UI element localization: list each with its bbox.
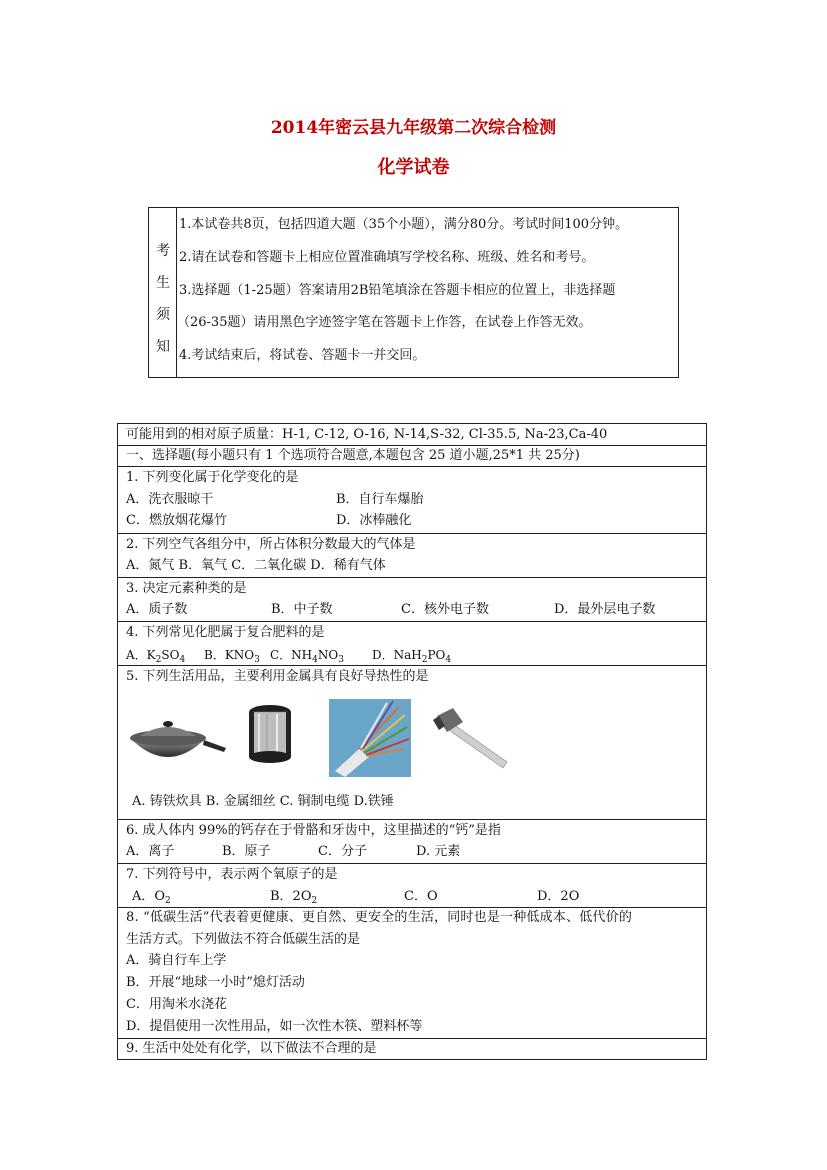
atomic-masses: 可能用到的相对原子质量：H-1, C-12, O-16, N-14,S-32, Cl-35.5, Na-23,Ca-40 — [126, 427, 608, 442]
question-2-options: A．氮气 B．氧气 C．二氧化碳 D．稀有气体 — [126, 558, 386, 573]
notice-side-char: 须 — [156, 307, 170, 323]
row-divider — [118, 466, 706, 467]
notice-line: 4.考试结束后，将试卷、答题卡一并交回。 — [179, 348, 426, 363]
question-3-option-c: C．核外电子数 — [401, 602, 489, 617]
question-6-option-a: A．离子 — [126, 844, 175, 859]
question-7-option-b: B．$2O_2$ — [270, 889, 318, 906]
question-6-option-c: C．分子 — [318, 844, 367, 859]
notice-side-char: 知 — [156, 339, 170, 355]
question-3-option-b: B．中子数 — [271, 602, 333, 617]
question-3-option-a: A．质子数 — [126, 602, 188, 617]
question-1-option-a: A．洗衣服晾干 — [126, 492, 214, 507]
row-divider — [118, 1038, 706, 1039]
question-6-stem: 6. 成人体内 99%的钙存在于骨骼和牙齿中，这里描述的“钙”是指 — [126, 823, 501, 838]
question-1-option-d: D．冰棒融化 — [336, 513, 412, 528]
wire-spool-image — [245, 704, 295, 764]
question-6-option-b: B．原子 — [222, 844, 271, 859]
row-divider — [118, 863, 706, 864]
question-4-option-d: D．$NaH_2PO_4$ — [372, 648, 452, 665]
question-4-option-b: B．$KNO_3$ — [204, 648, 260, 665]
question-5-options: A. 铸铁炊具 B. 金属细丝 C. 铜制电缆 D.铁锤 — [132, 794, 394, 809]
question-1-option-b: B．自行车爆胎 — [336, 492, 424, 507]
question-4-option-c: C．$NH_4NO_3$ — [270, 648, 344, 665]
question-2-stem: 2. 下列空气各组分中，所占体积分数最大的气体是 — [126, 537, 416, 552]
question-3-stem: 3. 决定元素种类的是 — [126, 581, 247, 596]
row-divider — [118, 907, 706, 908]
question-8-option-b: B．开展“地球一小时”熄灯活动 — [126, 975, 305, 990]
question-7-option-d: D．2O — [537, 889, 580, 904]
question-8-option-c: C．用淘米水浇花 — [126, 997, 227, 1012]
question-4-stem: 4. 下列常见化肥属于复合肥料的是 — [126, 625, 325, 640]
notice-line: 1.本试卷共8页，包括四道大题（35个小题），满分80分。考试时间100分钟。 — [179, 217, 629, 232]
notice-side-char: 考 — [156, 243, 170, 259]
section-heading: 一、选择题(每小题只有 1 个选项符合题意,本题包含 25 道小题,25*1 共 25分) — [126, 448, 580, 463]
notice-line: 2.请在试卷和答题卡上相应位置准确填写学校名称、班级、姓名和考号。 — [179, 250, 595, 265]
wok-image — [128, 714, 228, 774]
question-5-stem: 5. 下列生活用品，主要利用金属具有良好导热性的是 — [126, 669, 429, 684]
row-divider — [118, 533, 706, 534]
question-6-option-d: D. 元素 — [416, 844, 461, 859]
notice-side-label — [149, 208, 177, 377]
hammer-image — [431, 706, 511, 772]
notice-side-char: 生 — [156, 275, 170, 291]
question-1-stem: 1. 下列变化属于化学变化的是 — [126, 470, 299, 485]
question-4-option-a: A．$K_2SO_4$ — [126, 648, 186, 665]
question-8-option-a: A．骑自行车上学 — [126, 953, 227, 968]
question-9-stem: 9. 生活中处处有化学，以下做法不合理的是 — [126, 1041, 377, 1056]
notice-line: （26-35题）请用黑色字迹签字笔在答题卡上作答，在试卷上作答无效。 — [177, 315, 592, 330]
question-table — [117, 423, 707, 1060]
row-divider — [118, 445, 706, 446]
row-divider — [118, 577, 706, 578]
notice-line: 3.选择题（1-25题）答案请用2B铅笔填涂在答题卡相应的位置上，非选择题 — [179, 283, 616, 298]
exam-title: 2014年密云县九年级第二次综合检测 — [270, 118, 557, 138]
exam-subtitle: 化学试卷 — [377, 157, 450, 178]
question-7-option-a: A．$O_2$ — [132, 889, 171, 906]
notice-box — [148, 207, 679, 378]
question-1-option-c: C．燃放烟花爆竹 — [126, 513, 227, 528]
question-8-stem-line2: 生活方式。下列做法不符合低碳生活的是 — [126, 932, 361, 947]
row-divider — [118, 819, 706, 820]
question-8-stem-line1: 8. “低碳生活”代表着更健康、更自然、更安全的生活，同时也是一种低成本、低代价的 — [126, 910, 633, 925]
question-7-option-c: C．O — [404, 889, 438, 904]
question-3-option-d: D．最外层电子数 — [554, 602, 656, 617]
copper-cable-image — [329, 699, 411, 777]
row-divider — [118, 621, 706, 622]
question-7-stem: 7. 下列符号中，表示两个氧原子的是 — [126, 867, 338, 882]
question-8-option-d: D．提倡使用一次性用品，如一次性木筷、塑料杯等 — [126, 1019, 423, 1034]
